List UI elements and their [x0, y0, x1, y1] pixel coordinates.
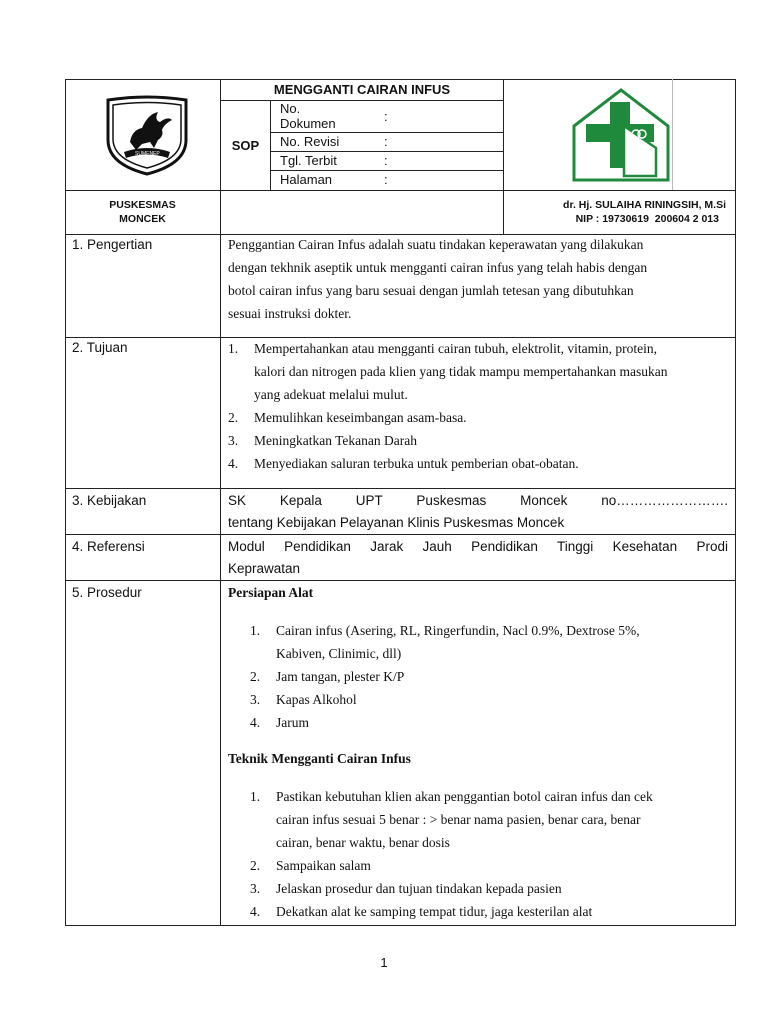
text-line: botol cairan infus yang baru sesuai dengan jumlah tetesan yang dibutuhkan — [228, 283, 634, 298]
referensi-line1: Modul Pendidikan Jarak Jauh Pendidikan Tinggi Kesehatan Prodi — [228, 539, 728, 554]
kebijakan-line1: SK Kepala UPT Puskesmas Moncek no……………………. — [228, 493, 728, 508]
text-line: Penggantian Cairan Infus adalah suatu tindakan keperawatan yang dilakukan — [228, 237, 644, 252]
meta-sep: : — [384, 109, 388, 124]
org-name-line2: MONCEK — [119, 213, 166, 225]
puskesmas-cross-icon — [570, 86, 672, 184]
tujuan-list — [228, 337, 728, 475]
kebijakan-line2: tentang Kebijakan Pelayanan Klinis Puskesmas Moncek — [228, 515, 565, 530]
label-referensi: 4. Referensi — [72, 539, 145, 554]
list-item: 4. Dekatkan alat ke samping tempat tidur, jaga kesterilan alat — [250, 904, 593, 919]
list-item: 3. Kapas Alkohol — [250, 692, 357, 707]
teknik-list — [250, 785, 728, 923]
meta-sep: : — [384, 172, 388, 187]
meta-sep: : — [384, 134, 388, 149]
list-item: 3. Jelaskan prosedur dan tujuan tindakan kepada pasien — [250, 881, 562, 896]
pegasus-shield-icon — [102, 92, 192, 176]
page-number: 1 — [380, 955, 388, 970]
signer-nip: NIP : 19730619 200604 2 013 — [575, 213, 719, 225]
meta-label-no-revisi: No. Revisi — [280, 134, 340, 149]
meta-label-halaman: Halaman — [280, 172, 333, 187]
sop-label: SOP — [231, 138, 260, 153]
list-item: 1. Mempertahankan atau mengganti cairan tubuh, elektrolit, vitamin, protein, kalori dan nitrogen pada klien yang tidak mampu mempertahankan masukan yang adekuat melalui mulut. — [228, 341, 668, 402]
document-title: MENGGANTI CAIRAN INFUS — [273, 82, 451, 97]
list-item: 1. Cairan infus (Asering, RL, Ringerfundin, Nacl 0.9%, Dextrose 5%, Kabiven, Clinimic, dll) — [250, 623, 640, 661]
list-item: 1. Pastikan kebutuhan klien akan penggantian botol cairan infus dan cek cairan infus sesuai 5 benar : > benar nama pasien, benar cara, benar cairan, benar waktu, benar dosis — [250, 789, 653, 850]
label-pengertian: 1. Pengertian — [72, 237, 153, 252]
list-item: 3. Meningkatkan Tekanan Darah — [228, 433, 417, 448]
org-name-line1: PUSKESMAS — [109, 199, 176, 211]
list-item: 2. Jam tangan, plester K/P — [250, 669, 405, 684]
meta-label-tgl-terbit: Tgl. Terbit — [280, 153, 337, 168]
signer-name: dr. Hj. SULAIHA RININGSIH, M.Si — [563, 199, 726, 211]
teknik-heading: Teknik Mengganti Cairan Infus — [228, 751, 411, 766]
persiapan-heading: Persiapan Alat — [228, 585, 314, 600]
list-item: 2. Memulihkan keseimbangan asam-basa. — [228, 410, 467, 425]
label-tujuan: 2. Tujuan — [72, 340, 128, 355]
list-item: 4. Jarum — [250, 715, 309, 730]
referensi-line2: Keprawatan — [228, 561, 301, 576]
text-line: sesuai instruksi dokter. — [228, 306, 352, 321]
label-prosedur: 5. Prosedur — [72, 585, 142, 600]
list-item: 4. Menyediakan saluran terbuka untuk pemberian obat-obatan. — [228, 456, 579, 471]
pengertian-text — [228, 233, 728, 325]
left-logo — [102, 92, 192, 176]
list-item: 2. Sampaikan salam — [250, 858, 371, 873]
logo-banner-text: SUMENEP — [135, 151, 160, 157]
meta-label-no-dokumen: No. Dokumen — [280, 101, 336, 131]
persiapan-list — [250, 619, 728, 734]
text-line: dengan tekhnik aseptik untuk mengganti cairan infus yang telah habis dengan — [228, 260, 648, 275]
puskesmas-logo — [570, 86, 672, 184]
meta-sep: : — [384, 153, 388, 168]
label-kebijakan: 3. Kebijakan — [72, 493, 147, 508]
